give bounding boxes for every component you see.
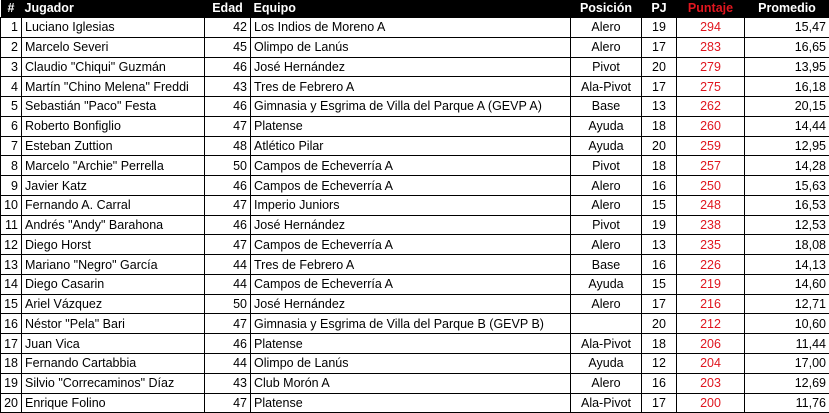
cell-age: 50 [205, 294, 251, 314]
cell-age: 44 [205, 274, 251, 294]
cell-player: Silvio "Correcaminos" Díaz [22, 373, 205, 393]
cell-position: Alero [571, 18, 642, 38]
cell-points: 248 [677, 195, 745, 215]
cell-number: 10 [1, 195, 22, 215]
cell-age: 47 [205, 314, 251, 334]
cell-points: 226 [677, 255, 745, 275]
cell-points: 260 [677, 116, 745, 136]
cell-points: 275 [677, 77, 745, 97]
cell-age: 44 [205, 255, 251, 275]
cell-points: 203 [677, 373, 745, 393]
cell-average: 12,71 [745, 294, 829, 314]
header-number: # [7, 1, 15, 15]
cell-games: 19 [642, 18, 677, 38]
cell-average: 14,28 [745, 156, 829, 176]
cell-points: 235 [677, 235, 745, 255]
cell-points: 257 [677, 156, 745, 176]
table-row [1, 314, 829, 334]
cell-age: 46 [205, 176, 251, 196]
cell-player: Luciano Iglesias [22, 18, 205, 38]
cell-player: Diego Horst [22, 235, 205, 255]
cell-player: Marcelo "Archie" Perrella [22, 156, 205, 176]
table-row [1, 116, 829, 136]
cell-team: Los Indios de Moreno A [251, 18, 571, 38]
cell-team: Platense [251, 334, 571, 354]
cell-age: 50 [205, 156, 251, 176]
cell-age: 47 [205, 235, 251, 255]
cell-games: 18 [642, 116, 677, 136]
cell-number: 20 [1, 393, 22, 413]
cell-average: 12,69 [745, 373, 829, 393]
cell-team: Campos de Echeverría A [251, 176, 571, 196]
cell-player: Ariel Vázquez [22, 294, 205, 314]
cell-team: Platense [251, 393, 571, 413]
cell-average: 11,44 [745, 334, 829, 354]
cell-points: 294 [677, 18, 745, 38]
cell-player: Martín "Chino Melena" Freddi [22, 77, 205, 97]
cell-age: 45 [205, 37, 251, 57]
table-row [1, 176, 829, 196]
cell-position: Pivot [571, 215, 642, 235]
cell-player: Fernando A. Carral [22, 195, 205, 215]
cell-number: 6 [1, 116, 22, 136]
table-row [1, 156, 829, 176]
cell-player: Andrés "Andy" Barahona [22, 215, 205, 235]
cell-number: 12 [1, 235, 22, 255]
table-row [1, 235, 829, 255]
cell-average: 14,44 [745, 116, 829, 136]
cell-player: Marcelo Severi [22, 37, 205, 57]
cell-team: Tres de Febrero A [251, 77, 571, 97]
cell-age: 46 [205, 215, 251, 235]
cell-player: Roberto Bonfiglio [22, 116, 205, 136]
cell-games: 15 [642, 274, 677, 294]
table-row [1, 136, 829, 156]
cell-number: 11 [1, 215, 22, 235]
cell-number: 8 [1, 156, 22, 176]
cell-player: Enrique Folino [22, 393, 205, 413]
table-body [1, 18, 829, 413]
table-row [1, 97, 829, 117]
cell-player: Javier Katz [22, 176, 205, 196]
cell-games: 18 [642, 156, 677, 176]
cell-position: Ala-Pivot [571, 393, 642, 413]
header-row [1, 0, 829, 18]
cell-points: 279 [677, 57, 745, 77]
cell-games: 13 [642, 97, 677, 117]
cell-average: 16,18 [745, 77, 829, 97]
table-row [1, 37, 829, 57]
cell-number: 14 [1, 274, 22, 294]
header-average: Promedio [758, 1, 816, 15]
cell-position: Pivot [571, 156, 642, 176]
cell-position: Base [571, 255, 642, 275]
cell-number: 9 [1, 176, 22, 196]
cell-points: 262 [677, 97, 745, 117]
cell-player: Diego Casarin [22, 274, 205, 294]
header-position: Posición [579, 1, 633, 15]
table-row [1, 195, 829, 215]
cell-position: Alero [571, 373, 642, 393]
cell-average: 16,65 [745, 37, 829, 57]
cell-number: 4 [1, 77, 22, 97]
header-age: Edad [212, 1, 243, 15]
cell-team: Gimnasia y Esgrima de Villa del Parque B (GEVP B) [251, 314, 571, 334]
cell-team: Platense [251, 116, 571, 136]
cell-number: 7 [1, 136, 22, 156]
cell-average: 16,53 [745, 195, 829, 215]
cell-games: 16 [642, 373, 677, 393]
cell-player: Claudio "Chiqui" Guzmán [22, 57, 205, 77]
cell-games: 20 [642, 57, 677, 77]
cell-points: 259 [677, 136, 745, 156]
cell-games: 17 [642, 393, 677, 413]
cell-games: 17 [642, 37, 677, 57]
cell-number: 17 [1, 334, 22, 354]
cell-points: 219 [677, 274, 745, 294]
cell-points: 250 [677, 176, 745, 196]
table-row [1, 393, 829, 413]
cell-player: Esteban Zuttion [22, 136, 205, 156]
cell-player: Juan Vica [22, 334, 205, 354]
cell-age: 46 [205, 97, 251, 117]
cell-number: 3 [1, 57, 22, 77]
cell-games: 17 [642, 294, 677, 314]
cell-games: 16 [642, 176, 677, 196]
cell-team: Olimpo de Lanús [251, 37, 571, 57]
cell-number: 15 [1, 294, 22, 314]
cell-team: José Hernández [251, 57, 571, 77]
cell-position: Alero [571, 235, 642, 255]
cell-average: 15,63 [745, 176, 829, 196]
cell-average: 10,60 [745, 314, 829, 334]
cell-age: 46 [205, 57, 251, 77]
cell-number: 16 [1, 314, 22, 334]
cell-age: 43 [205, 77, 251, 97]
cell-points: 200 [677, 393, 745, 413]
cell-number: 19 [1, 373, 22, 393]
cell-position: Ayuda [571, 136, 642, 156]
cell-games: 16 [642, 255, 677, 275]
cell-age: 44 [205, 354, 251, 374]
cell-average: 14,13 [745, 255, 829, 275]
cell-number: 18 [1, 354, 22, 374]
cell-games: 12 [642, 354, 677, 374]
cell-position: Base [571, 97, 642, 117]
cell-age: 46 [205, 334, 251, 354]
cell-average: 17,00 [745, 354, 829, 374]
header-points: Puntaje [687, 1, 734, 15]
cell-average: 18,08 [745, 235, 829, 255]
table-row [1, 373, 829, 393]
header-team: Equipo [253, 1, 296, 15]
cell-number: 1 [1, 18, 22, 38]
cell-team: Gimnasia y Esgrima de Villa del Parque A (GEVP A) [251, 97, 571, 117]
cell-position: Alero [571, 294, 642, 314]
table-row [1, 334, 829, 354]
cell-player: Sebastián "Paco" Festa [22, 97, 205, 117]
cell-team: Atlético Pilar [251, 136, 571, 156]
cell-team: José Hernández [251, 294, 571, 314]
table-row [1, 77, 829, 97]
cell-average: 12,95 [745, 136, 829, 156]
cell-average: 12,53 [745, 215, 829, 235]
cell-average: 20,15 [745, 97, 829, 117]
cell-position: Ayuda [571, 274, 642, 294]
cell-player: Mariano "Negro" García [22, 255, 205, 275]
cell-player: Néstor "Pela" Bari [22, 314, 205, 334]
cell-games: 19 [642, 215, 677, 235]
cell-age: 47 [205, 195, 251, 215]
cell-points: 206 [677, 334, 745, 354]
cell-team: Campos de Echeverría A [251, 235, 571, 255]
header-player: Jugador [24, 1, 74, 15]
cell-team: Tres de Febrero A [251, 255, 571, 275]
table-row [1, 294, 829, 314]
cell-average: 13,95 [745, 57, 829, 77]
cell-age: 48 [205, 136, 251, 156]
cell-team: Olimpo de Lanús [251, 354, 571, 374]
cell-games: 18 [642, 334, 677, 354]
table-row [1, 215, 829, 235]
cell-team: Club Morón A [251, 373, 571, 393]
table-row [1, 57, 829, 77]
cell-number: 13 [1, 255, 22, 275]
cell-age: 47 [205, 393, 251, 413]
table-row [1, 274, 829, 294]
cell-number: 5 [1, 97, 22, 117]
cell-player: Fernando Cartabbia [22, 354, 205, 374]
cell-points: 216 [677, 294, 745, 314]
cell-age: 47 [205, 116, 251, 136]
cell-games: 17 [642, 77, 677, 97]
cell-team: Campos de Echeverría A [251, 156, 571, 176]
cell-position: Alero [571, 176, 642, 196]
cell-average: 11,76 [745, 393, 829, 413]
table-row [1, 354, 829, 374]
cell-average: 14,60 [745, 274, 829, 294]
cell-games: 13 [642, 235, 677, 255]
cell-position: Pivot [571, 57, 642, 77]
cell-games: 20 [642, 136, 677, 156]
cell-points: 204 [677, 354, 745, 374]
cell-team: Campos de Echeverría A [251, 274, 571, 294]
cell-games: 15 [642, 195, 677, 215]
cell-average: 15,47 [745, 18, 829, 38]
cell-position [571, 314, 642, 334]
table-row [1, 18, 829, 38]
cell-points: 238 [677, 215, 745, 235]
cell-team: Imperio Juniors [251, 195, 571, 215]
cell-age: 42 [205, 18, 251, 38]
cell-position: Ayuda [571, 354, 642, 374]
cell-points: 283 [677, 37, 745, 57]
cell-team: José Hernández [251, 215, 571, 235]
cell-games: 20 [642, 314, 677, 334]
cell-position: Alero [571, 37, 642, 57]
header-games: PJ [651, 1, 667, 15]
cell-number: 2 [1, 37, 22, 57]
cell-age: 43 [205, 373, 251, 393]
cell-position: Ayuda [571, 116, 642, 136]
table-row [1, 255, 829, 275]
cell-points: 212 [677, 314, 745, 334]
cell-position: Ala-Pivot [571, 77, 642, 97]
cell-position: Alero [571, 195, 642, 215]
cell-position: Ala-Pivot [571, 334, 642, 354]
